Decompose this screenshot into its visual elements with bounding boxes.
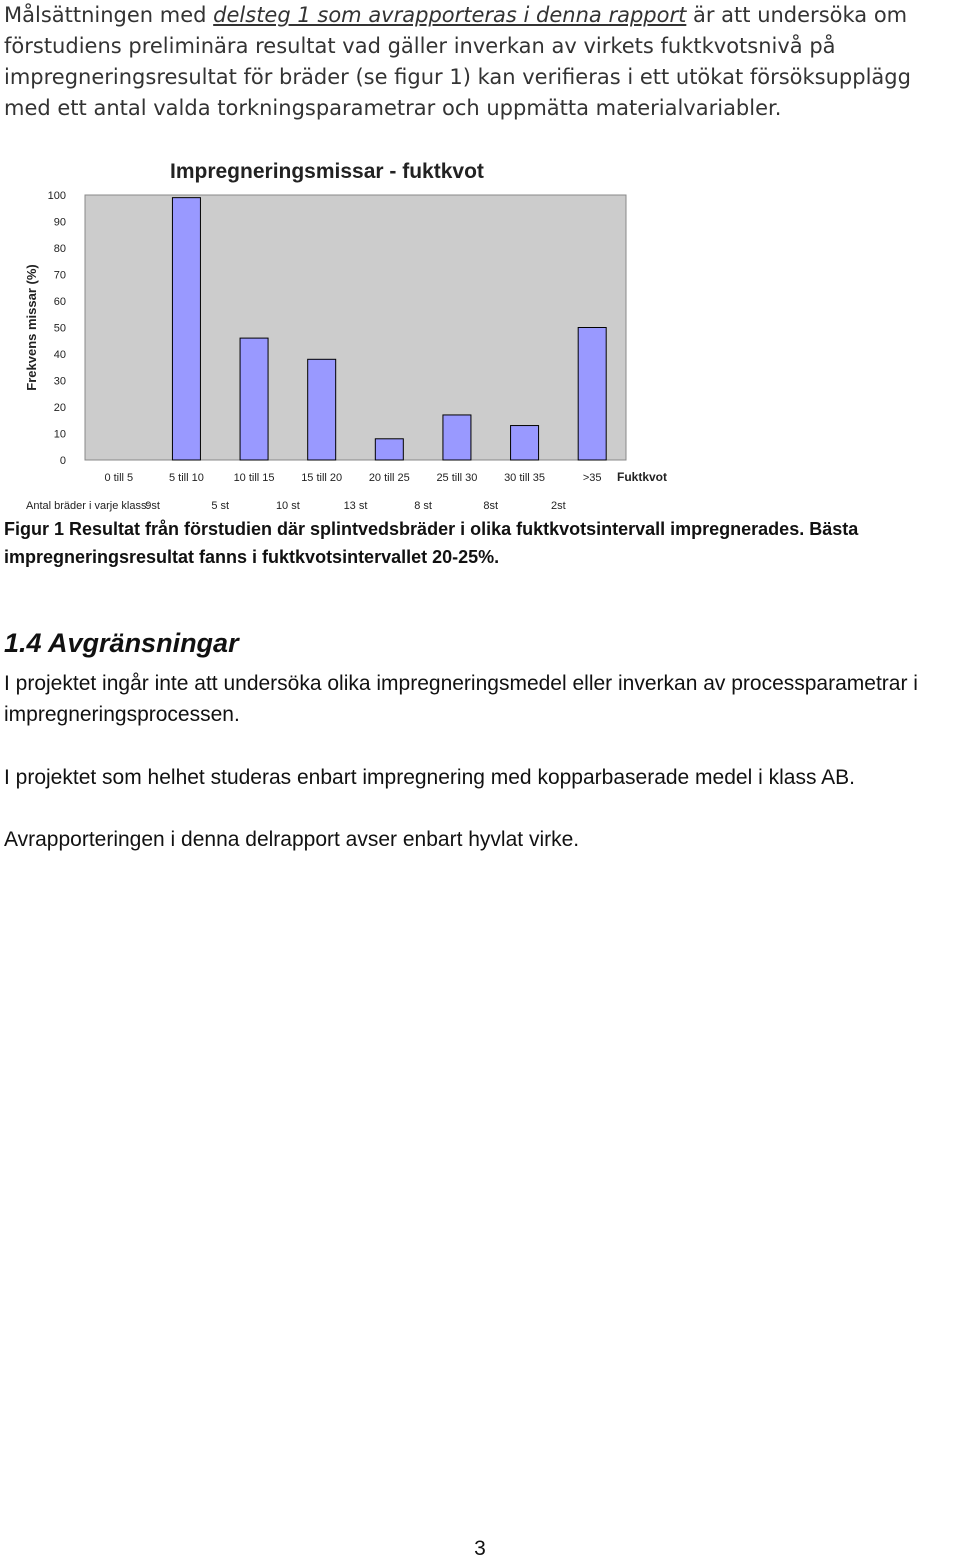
paragraph-2: I projektet som helhet studeras enbart impregnering med kopparbaserade medel i klass AB. [4,766,855,789]
count-value: 5 st [211,500,230,512]
x-tick-label: 10 till 15 [233,472,275,484]
bar [375,439,403,460]
bar [240,338,268,460]
y-tick-label: 0 [59,455,66,467]
count-value: 9st [145,500,160,512]
x-tick-label: 20 till 25 [368,472,410,484]
intro-paragraph [4,0,956,124]
y-tick-label: 10 [53,428,66,441]
x-tick-label: 5 till 10 [169,472,204,484]
figure-caption: Figur 1 Resultat från förstudien där splintvedsbräder i olika fuktkvotsintervall impregnerades. Bästa impregneringsresultat fanns i fuktkvotsintervallet 20-25%. [4,519,859,567]
y-tick-label: 80 [53,243,66,255]
bar [443,415,471,460]
count-value: 8st [483,500,499,512]
y-tick-label: 90 [53,216,66,229]
delsteg-link[interactable]: delsteg 1 som avrapporteras i denna rapport [213,3,687,27]
plot-area [85,195,626,460]
intro-text-before: Målsättningen med [4,3,214,27]
y-tick-label: 60 [53,296,66,308]
y-tick-label: 70 [53,269,66,282]
bar [308,359,336,460]
y-tick-label: 100 [47,190,66,202]
x-axis-label: Fuktkvot [617,470,668,484]
count-label: Antal bräder i varje klass: [26,500,150,512]
y-tick-label: 40 [53,349,66,361]
x-tick-label: >35 [582,472,602,484]
intro-text-after: är att undersöka om förstudiens preliminära resultat vad gäller inverkan av virkets fuktkvotsnivå på impregneringsresultat för bräder (se figur 1) kan verifieras i ett utökat försöksupplägg med ett antal valda torkningsparametrar och uppmätta materialvariabler. [4,3,911,120]
y-tick-label: 30 [53,375,66,388]
paragraph-3: Avrapporteringen i denna delrapport avser enbart hyvlat virke. [4,828,580,851]
paragraph-1: I projektet ingår inte att undersöka olika impregneringsmedel eller inverkan av processparametrar i impregneringsprocessen. [4,672,918,726]
page-number: 3 [474,1537,486,1560]
count-value: 2st [551,500,566,512]
count-value: 10 st [275,500,300,512]
x-tick-label: 30 till 35 [504,472,546,484]
bar [578,328,606,461]
y-axis-label: Frekvens missar (%) [24,264,39,391]
bar [172,198,200,460]
y-tick-label: 20 [53,402,66,414]
x-tick-label: 25 till 30 [436,472,478,484]
count-value: 13 st [343,500,368,512]
count-value: 8 st [414,500,432,512]
figure-1-chart [0,150,720,520]
x-tick-label: 15 till 20 [301,472,343,484]
bar [511,426,539,460]
x-tick-label: 0 till 5 [104,472,134,484]
chart-title: Impregneringsmissar - fuktkvot [170,160,484,183]
section-heading: 1.4 Avgränsningar [4,628,239,658]
y-tick-label: 50 [53,322,66,335]
